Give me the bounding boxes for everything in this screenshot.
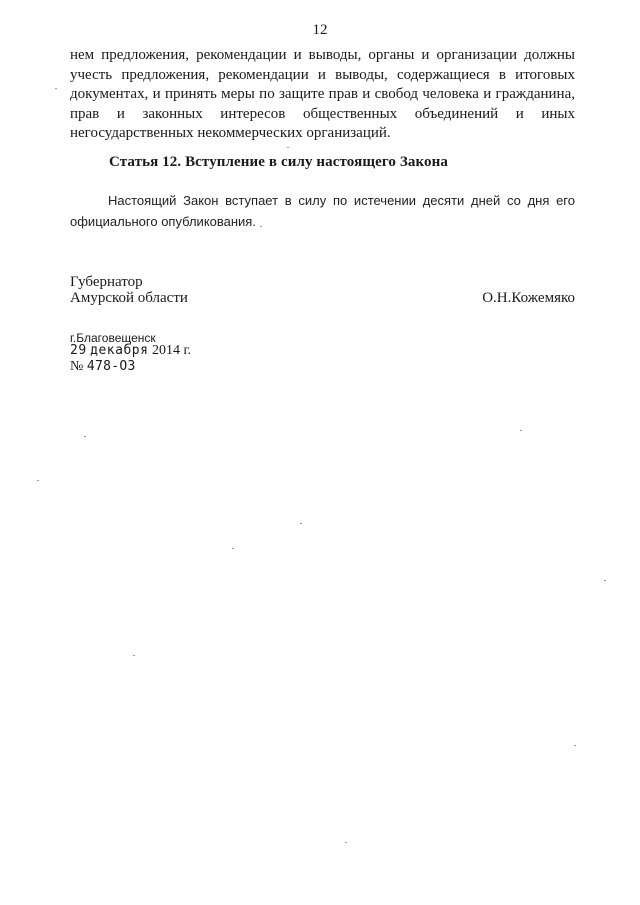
article-line: официального опубликования.: [70, 214, 256, 229]
signatory-region: Амурской области: [70, 290, 188, 306]
paragraph-line: документах, и принять меры по защите прав и свобод человека и гражданина,: [70, 86, 575, 103]
paragraph-line: нем предложения, рекомендации и выводы, органы и организации должны: [70, 47, 575, 63]
article-heading: Статья 12. Вступление в силу настоящего Закона: [109, 154, 448, 170]
scan-speck: [133, 655, 135, 656]
article-body: [70, 190, 575, 232]
signatory-name: О.Н.Кожемяко: [482, 290, 575, 306]
paragraph-line: прав и законных интересов общественных объединений и иных: [70, 105, 575, 122]
scan-speck: [287, 147, 289, 148]
date-day: 29: [70, 343, 87, 358]
number-sign: №: [70, 359, 84, 374]
page-number: 12: [312, 22, 328, 38]
scan-speck: [604, 580, 606, 581]
scan-speck: [232, 548, 234, 549]
issuance-date: [70, 343, 191, 358]
scan-speck: [55, 88, 57, 89]
issuance-place: г.Благовещенск: [70, 331, 156, 345]
continuation-paragraph: [70, 46, 575, 144]
article-line: Настоящий Закон вступает в силу по истечении десяти дней со дня его: [108, 193, 575, 208]
scan-speck: [37, 480, 39, 481]
date-year: 2014 г.: [151, 343, 192, 358]
paragraph-line: учесть предложения, рекомендации и выводы, содержащиеся в итоговых: [70, 66, 575, 83]
law-number: [70, 359, 136, 374]
paragraph-line: негосударственных некоммерческих организаций.: [70, 125, 391, 142]
signature-block: [70, 274, 575, 306]
number-value: 478-ОЗ: [86, 359, 136, 374]
scan-speck: [300, 523, 302, 524]
scan-speck: [345, 842, 347, 843]
scan-speck: [574, 745, 576, 746]
scan-speck: [260, 226, 262, 227]
signatory-title: Губернатор: [70, 274, 143, 290]
scan-speck: [520, 430, 522, 431]
date-month: декабря: [90, 343, 149, 358]
scan-speck: [84, 436, 86, 437]
